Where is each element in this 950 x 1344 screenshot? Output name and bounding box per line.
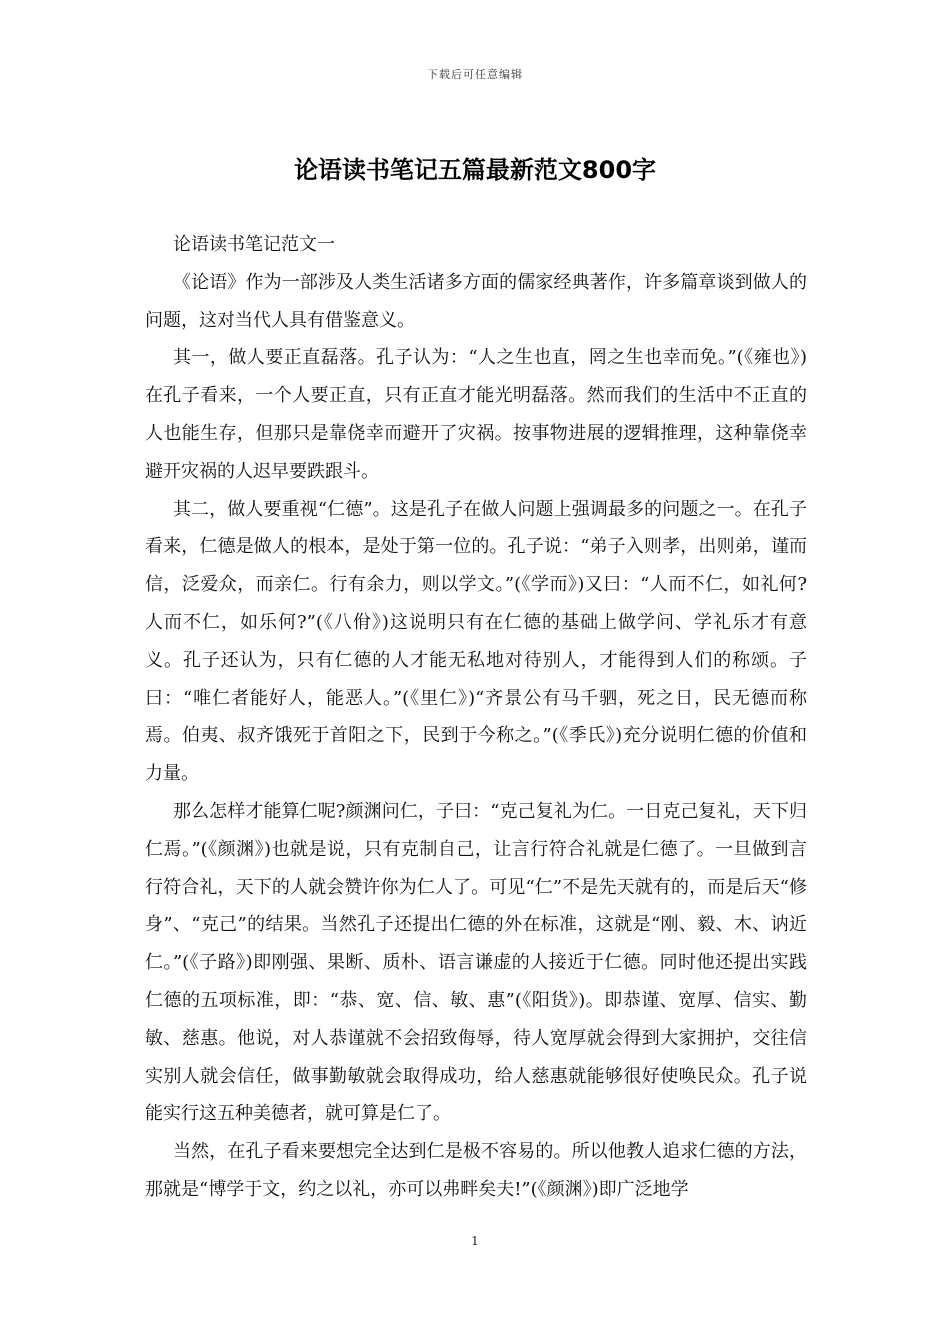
paragraph-what-is-ren: 那么怎样才能算仁呢?颜渊问仁，子曰：“克己复礼为仁。一日克己复礼，天下归仁焉。”(《颜渊》)也就是说，只有克制自己，让言行符合礼就是仁德了。一旦做到言行符合礼，天下的人就会赞许你为仁人了。可见“仁”不是先天就有的，而是后天“修身”、“克己”的结果。当然孔子还提出仁德的外在标准，这就是“刚、毅、木、讷近仁。”(《子路》)即刚强、果断、质朴、语言谦虚的人接近于仁德。同时他还提出实践仁德的五项标准，即：“恭、宽、信、敏、惠”(《阳货》)。即恭谨、宽厚、信实、勤敏、慈惠。他说，对人恭谨就不会招致侮辱，待人宽厚就会得到大家拥护，交往信实别人就会信任，做事勤敏就会取得成功，给人慈惠就能够很好使唤民众。孔子说能实行这五种美德者，就可算是仁了。: [145, 800, 807, 1125]
document-body: [145, 226, 807, 1209]
paragraph-intro: 《论语》作为一部涉及人类生活诸多方面的儒家经典著作，许多篇章谈到做人的问题，这对当代人具有借鉴意义。: [145, 271, 807, 331]
section-heading: 论语读书笔记范文一: [173, 234, 335, 255]
paragraph-first-point: 其一，做人要正直磊落。孔子认为：“人之生也直，罔之生也幸而免。”(《雍也》)在孔子看来，一个人要正直，只有正直才能光明磊落。然而我们的生活中不正直的人也能生存，但那只是靠侥幸而避开了灾祸。按事物进展的逻辑推理，这种靠侥幸避开灾祸的人迟早要跌跟斗。: [145, 347, 807, 482]
paragraph-second-point: 其二，做人要重视“仁德”。这是孔子在做人问题上强调最多的问题之一。在孔子看来，仁德是做人的根本，是处于第一位的。孔子说：“弟子入则孝，出则弟，谨而信，泛爱众，而亲仁。行有余力，则以学文。”(《学而》)又曰：“人而不仁，如礼何?人而不仁，如乐何?”(《八佾》)这说明只有在仁德的基础上做学问、学礼乐才有意义。孔子还认为，只有仁德的人才能无私地对待别人，才能得到人们的称颂。子曰：“唯仁者能好人，能恶人。”(《里仁》)“齐景公有马千驷，死之日，民无德而称焉。伯夷、叔齐饿死于首阳之下，民到于今称之。”(《季氏》)充分说明仁德的价值和力量。: [145, 498, 807, 785]
header-note: 下载后可任意编辑: [427, 68, 523, 81]
page-number: 1: [471, 1234, 479, 1248]
paragraph-method: 当然，在孔子看来要想完全达到仁是极不容易的。所以他教人追求仁德的方法，那就是“博学于文，约之以礼，亦可以弗畔矣夫!”(《颜渊》)即广泛地学: [145, 1141, 807, 1200]
document-title: 论语读书笔记五篇最新范文800字: [293, 156, 657, 184]
